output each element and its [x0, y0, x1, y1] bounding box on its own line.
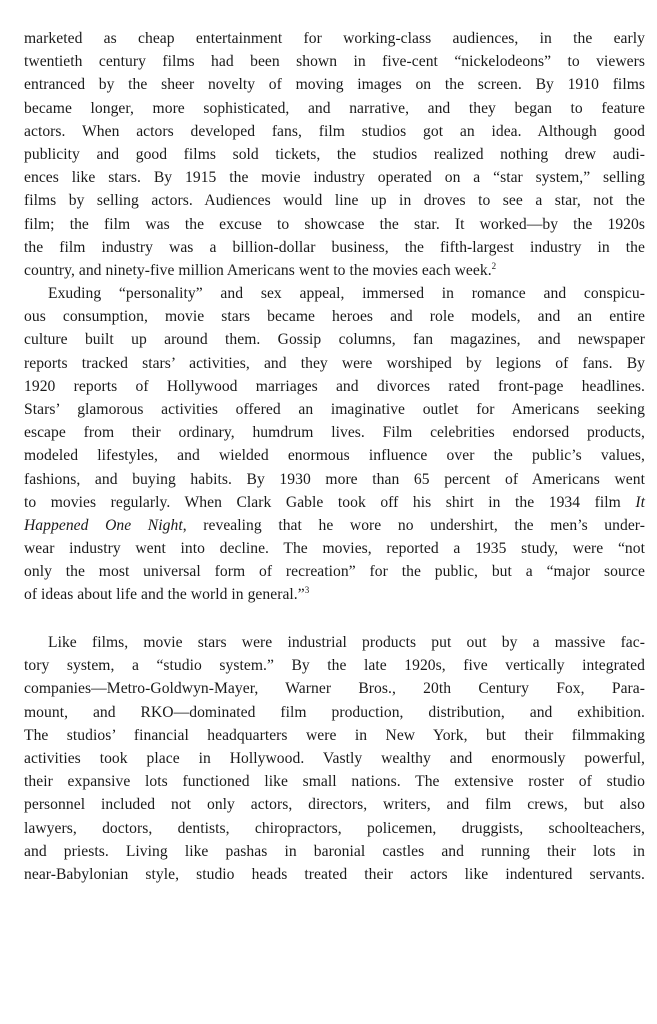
text-fragment: , revealing that he wore no undershirt, the men’s under- [182, 516, 645, 534]
text-fragment: to movies regularly. When Clark Gable took off his shirt in the 1934 film [24, 493, 621, 511]
text-fragment: of ideas about life and the world in general.” [24, 586, 305, 604]
text-line [24, 259, 645, 282]
paragraph-1 [24, 27, 645, 282]
text-line: companies—Metro-Goldwyn-Mayer, Warner Bros., 20th Century Fox, Para- [24, 680, 645, 698]
text-line: culture built up around them. Gossip columns, fan magazines, and newspaper [24, 331, 645, 349]
film-title-italic: It [635, 493, 646, 511]
paragraph-3 [24, 631, 645, 886]
text-line: their expansive lots functioned like small nations. The extensive roster of studio [24, 773, 645, 791]
text-line: and priests. Living like pashas in baronial castles and running their lots in [24, 842, 645, 860]
text-line: modeled lifestyles, and wielded enormous influence over the public’s values, [24, 447, 645, 465]
text-line: fashions, and buying habits. By 1930 more than 65 percent of Americans went [24, 470, 645, 488]
text-line [24, 583, 645, 606]
text-fragment: country, and ninety-five million Americans went to the movies each week. [24, 261, 492, 279]
paragraph-2 [24, 282, 645, 607]
text-line: mount, and RKO—dominated film production, distribution, and exhibition. [24, 703, 645, 721]
text-line: entranced by the sheer novelty of moving images on the screen. By 1910 films [24, 76, 645, 94]
text-line: Stars’ glamorous activities offered an imaginative outlet for Americans seeking [24, 400, 645, 418]
text-line: marketed as cheap entertainment for working-class audiences, in the early [24, 30, 645, 47]
text-line: wear industry went into decline. The movies, reported a 1935 study, were “not [24, 540, 645, 558]
text-line: The studios’ financial headquarters were in New York, but their filmmaking [24, 726, 645, 744]
text-line [24, 491, 645, 514]
text-line: escape from their ordinary, humdrum lives. Film celebrities endorsed products, [24, 424, 645, 442]
text-line: Exuding “personality” and sex appeal, immersed in romance and conspicu- [48, 285, 645, 302]
text-line: tory system, a “studio system.” By the late 1920s, five vertically integrated [24, 657, 645, 675]
text-line: film; the film was the excuse to showcase the star. It worked—by the 1920s [24, 215, 645, 233]
text-line: personnel included not only actors, directors, writers, and film crews, but also [24, 796, 645, 814]
text-line: lawyers, doctors, dentists, chiropractors, policemen, druggists, schoolteachers, [24, 819, 645, 837]
footnote-marker[interactable]: 2 [491, 260, 497, 271]
text-line: reports tracked stars’ activities, and they were worshiped by legions of fans. By [24, 354, 645, 372]
text-line: only the most universal form of recreation” for the public, but a “major source [24, 563, 645, 581]
text-line: the film industry was a billion-dollar business, the fifth-largest industry in the [24, 238, 645, 256]
footnote-marker[interactable]: 3 [304, 585, 310, 596]
text-line [24, 514, 645, 537]
text-line: twentieth century films had been shown in five-cent “nickelodeons” to viewers [24, 53, 645, 71]
text-line: ous consumption, movie stars became heroes and role models, and an entire [24, 308, 645, 326]
text-line: activities took place in Hollywood. Vastly wealthy and enormously powerful, [24, 749, 645, 767]
film-title-italic: Happened One Night [24, 516, 183, 534]
text-line: near-Babylonian style, studio heads treated their actors like indentured servants. [24, 865, 645, 883]
text-line: Like films, movie stars were industrial products put out by a massive fac- [48, 634, 645, 651]
text-line: 1920 reports of Hollywood marriages and divorces rated front-page headlines. [24, 377, 645, 395]
text-line: publicity and good films sold tickets, the studios realized nothing drew audi- [24, 145, 645, 163]
text-line: films by selling actors. Audiences would line up in droves to see a star, not the [24, 192, 645, 210]
text-line: ences like stars. By 1915 the movie industry operated on a “star system,” selling [24, 169, 645, 187]
text-line: actors. When actors developed fans, film studios got an idea. Although good [24, 122, 645, 140]
text-line: became longer, more sophisticated, and narrative, and they began to feature [24, 99, 645, 117]
